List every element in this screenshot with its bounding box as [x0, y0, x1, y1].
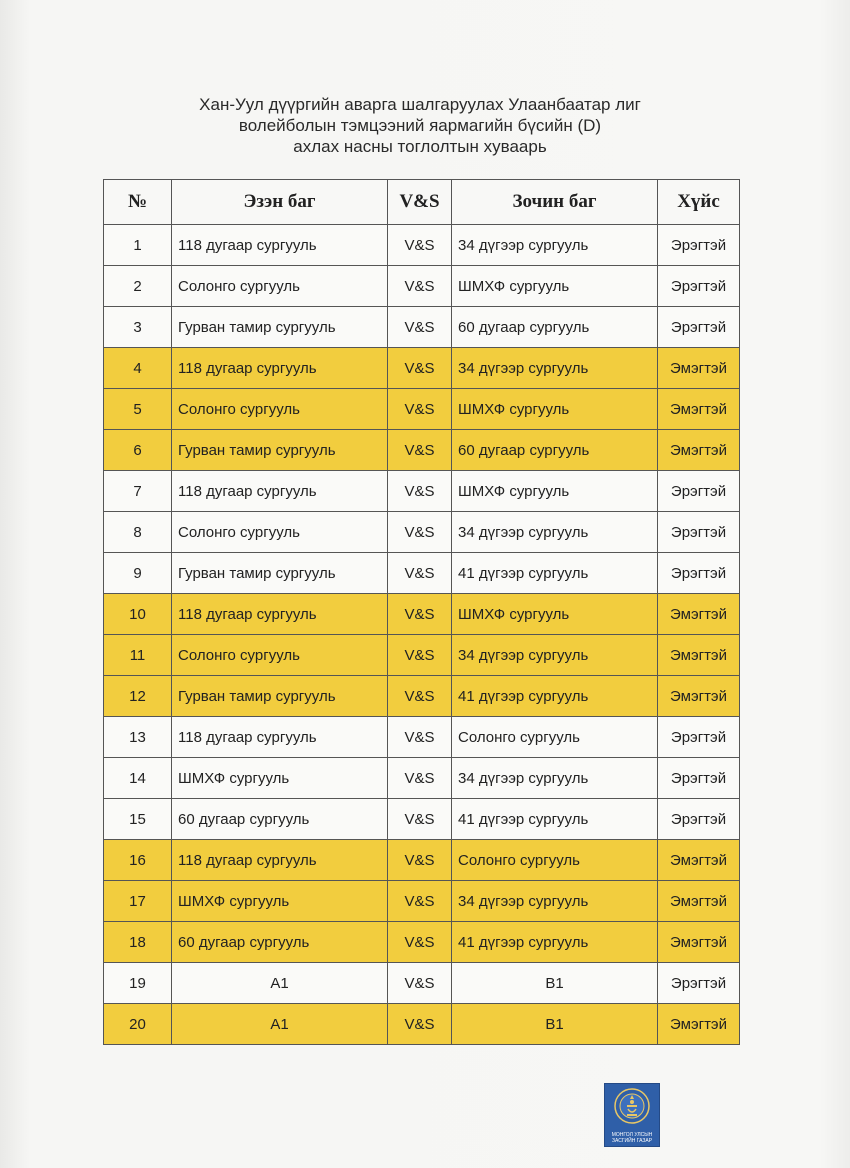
row-number: 18 — [104, 922, 172, 963]
vs-cell: V&S — [388, 635, 452, 676]
home-team-cell: 118 дугаар сургууль — [172, 348, 388, 389]
home-team-cell: ШМХФ сургууль — [172, 758, 388, 799]
table-row — [104, 307, 740, 348]
away-team-cell: 41 дүгээр сургууль — [452, 799, 658, 840]
gender-cell: Эмэгтэй — [658, 840, 740, 881]
vs-cell: V&S — [388, 1004, 452, 1045]
table-row — [104, 512, 740, 553]
table-row — [104, 635, 740, 676]
table-header-row — [104, 180, 740, 225]
row-number: 4 — [104, 348, 172, 389]
gender-cell: Эрэгтэй — [658, 717, 740, 758]
gender-cell: Эрэгтэй — [658, 553, 740, 594]
row-number: 20 — [104, 1004, 172, 1045]
vs-cell: V&S — [388, 799, 452, 840]
row-number: 7 — [104, 471, 172, 512]
away-team-cell: 60 дугаар сургууль — [452, 307, 658, 348]
home-team-cell: 118 дугаар сургууль — [172, 840, 388, 881]
vs-cell: V&S — [388, 348, 452, 389]
title-line-1: Хан-Уул дүүргийн аварга шалгаруулах Улаанбаатар лиг — [199, 95, 641, 114]
row-number: 14 — [104, 758, 172, 799]
table-row — [104, 799, 740, 840]
row-number: 8 — [104, 512, 172, 553]
document-title — [160, 94, 680, 157]
gender-cell: Эмэгтэй — [658, 635, 740, 676]
away-team-cell: 34 дүгээр сургууль — [452, 348, 658, 389]
table-row — [104, 840, 740, 881]
home-team-cell: Гурван тамир сургууль — [172, 307, 388, 348]
vs-cell: V&S — [388, 512, 452, 553]
table-row — [104, 225, 740, 266]
away-team-cell: В1 — [452, 963, 658, 1004]
home-team-cell: Солонго сургууль — [172, 635, 388, 676]
gender-cell: Эрэгтэй — [658, 307, 740, 348]
home-team-cell: Гурван тамир сургууль — [172, 430, 388, 471]
stamp-label: МОНГОЛ УЛСЫН ЗАСГИЙН ГАЗАР — [611, 1132, 653, 1144]
row-number: 11 — [104, 635, 172, 676]
away-team-cell: В1 — [452, 1004, 658, 1045]
gender-cell: Эрэгтэй — [658, 963, 740, 1004]
away-team-cell: 41 дүгээр сургууль — [452, 676, 658, 717]
table-row — [104, 430, 740, 471]
table-row — [104, 758, 740, 799]
gender-cell: Эрэгтэй — [658, 758, 740, 799]
table-row — [104, 471, 740, 512]
vs-cell: V&S — [388, 471, 452, 512]
away-team-cell: 41 дүгээр сургууль — [452, 922, 658, 963]
vs-cell: V&S — [388, 840, 452, 881]
table-row — [104, 348, 740, 389]
away-team-cell: 60 дугаар сургууль — [452, 430, 658, 471]
table-row — [104, 1004, 740, 1045]
row-number: 3 — [104, 307, 172, 348]
table-row — [104, 717, 740, 758]
row-number: 16 — [104, 840, 172, 881]
home-team-cell: 118 дугаар сургууль — [172, 594, 388, 635]
government-emblem-stamp — [604, 1083, 660, 1147]
home-team-cell: 60 дугаар сургууль — [172, 799, 388, 840]
home-team-cell: Солонго сургууль — [172, 512, 388, 553]
header-away-team: Зочин баг — [452, 180, 658, 225]
vs-cell: V&S — [388, 963, 452, 1004]
gender-cell: Эрэгтэй — [658, 225, 740, 266]
away-team-cell: 34 дүгээр сургууль — [452, 512, 658, 553]
row-number: 5 — [104, 389, 172, 430]
home-team-cell: Гурван тамир сургууль — [172, 676, 388, 717]
home-team-cell: А1 — [172, 963, 388, 1004]
home-team-cell: Солонго сургууль — [172, 389, 388, 430]
away-team-cell: 34 дүгээр сургууль — [452, 635, 658, 676]
home-team-cell: 118 дугаар сургууль — [172, 471, 388, 512]
gender-cell: Эмэгтэй — [658, 389, 740, 430]
table-row — [104, 676, 740, 717]
away-team-cell: Солонго сургууль — [452, 717, 658, 758]
row-number: 13 — [104, 717, 172, 758]
vs-cell: V&S — [388, 717, 452, 758]
row-number: 1 — [104, 225, 172, 266]
row-number: 15 — [104, 799, 172, 840]
table-row — [104, 922, 740, 963]
vs-cell: V&S — [388, 922, 452, 963]
away-team-cell: ШМХФ сургууль — [452, 266, 658, 307]
table-row — [104, 594, 740, 635]
header-vs: V&S — [388, 180, 452, 225]
vs-cell: V&S — [388, 881, 452, 922]
gender-cell: Эрэгтэй — [658, 471, 740, 512]
row-number: 6 — [104, 430, 172, 471]
home-team-cell: Солонго сургууль — [172, 266, 388, 307]
header-no: № — [104, 180, 172, 225]
home-team-cell: ШМХФ сургууль — [172, 881, 388, 922]
gender-cell: Эрэгтэй — [658, 266, 740, 307]
soyombo-emblem-icon — [605, 1084, 659, 1130]
vs-cell: V&S — [388, 676, 452, 717]
vs-cell: V&S — [388, 307, 452, 348]
table-row — [104, 389, 740, 430]
gender-cell: Эрэгтэй — [658, 512, 740, 553]
row-number: 17 — [104, 881, 172, 922]
vs-cell: V&S — [388, 430, 452, 471]
away-team-cell: 41 дүгээр сургууль — [452, 553, 658, 594]
away-team-cell: ШМХФ сургууль — [452, 594, 658, 635]
home-team-cell: 118 дугаар сургууль — [172, 225, 388, 266]
gender-cell: Эмэгтэй — [658, 676, 740, 717]
header-gender: Хүйс — [658, 180, 740, 225]
table-row — [104, 553, 740, 594]
gender-cell: Эрэгтэй — [658, 799, 740, 840]
away-team-cell: 34 дүгээр сургууль — [452, 758, 658, 799]
vs-cell: V&S — [388, 389, 452, 430]
title-line-3: ахлах насны тоглолтын хуваарь — [293, 137, 547, 156]
row-number: 12 — [104, 676, 172, 717]
header-home-team: Эзэн баг — [172, 180, 388, 225]
gender-cell: Эмэгтэй — [658, 348, 740, 389]
title-line-2: волейболын тэмцээний яармагийн бүсийн (D) — [238, 116, 602, 135]
home-team-cell: 118 дугаар сургууль — [172, 717, 388, 758]
vs-cell: V&S — [388, 594, 452, 635]
away-team-cell: ШМХФ сургууль — [452, 389, 658, 430]
vs-cell: V&S — [388, 758, 452, 799]
away-team-cell: 34 дүгээр сургууль — [452, 225, 658, 266]
vs-cell: V&S — [388, 266, 452, 307]
schedule-table — [103, 179, 740, 1045]
vs-cell: V&S — [388, 225, 452, 266]
gender-cell: Эмэгтэй — [658, 594, 740, 635]
table-row — [104, 266, 740, 307]
home-team-cell: 60 дугаар сургууль — [172, 922, 388, 963]
row-number: 19 — [104, 963, 172, 1004]
gender-cell: Эмэгтэй — [658, 881, 740, 922]
away-team-cell: ШМХФ сургууль — [452, 471, 658, 512]
table-row — [104, 881, 740, 922]
away-team-cell: 34 дүгээр сургууль — [452, 881, 658, 922]
away-team-cell: Солонго сургууль — [452, 840, 658, 881]
gender-cell: Эмэгтэй — [658, 430, 740, 471]
vs-cell: V&S — [388, 553, 452, 594]
home-team-cell: А1 — [172, 1004, 388, 1045]
row-number: 9 — [104, 553, 172, 594]
row-number: 10 — [104, 594, 172, 635]
home-team-cell: Гурван тамир сургууль — [172, 553, 388, 594]
table-row — [104, 963, 740, 1004]
row-number: 2 — [104, 266, 172, 307]
gender-cell: Эмэгтэй — [658, 1004, 740, 1045]
gender-cell: Эмэгтэй — [658, 922, 740, 963]
